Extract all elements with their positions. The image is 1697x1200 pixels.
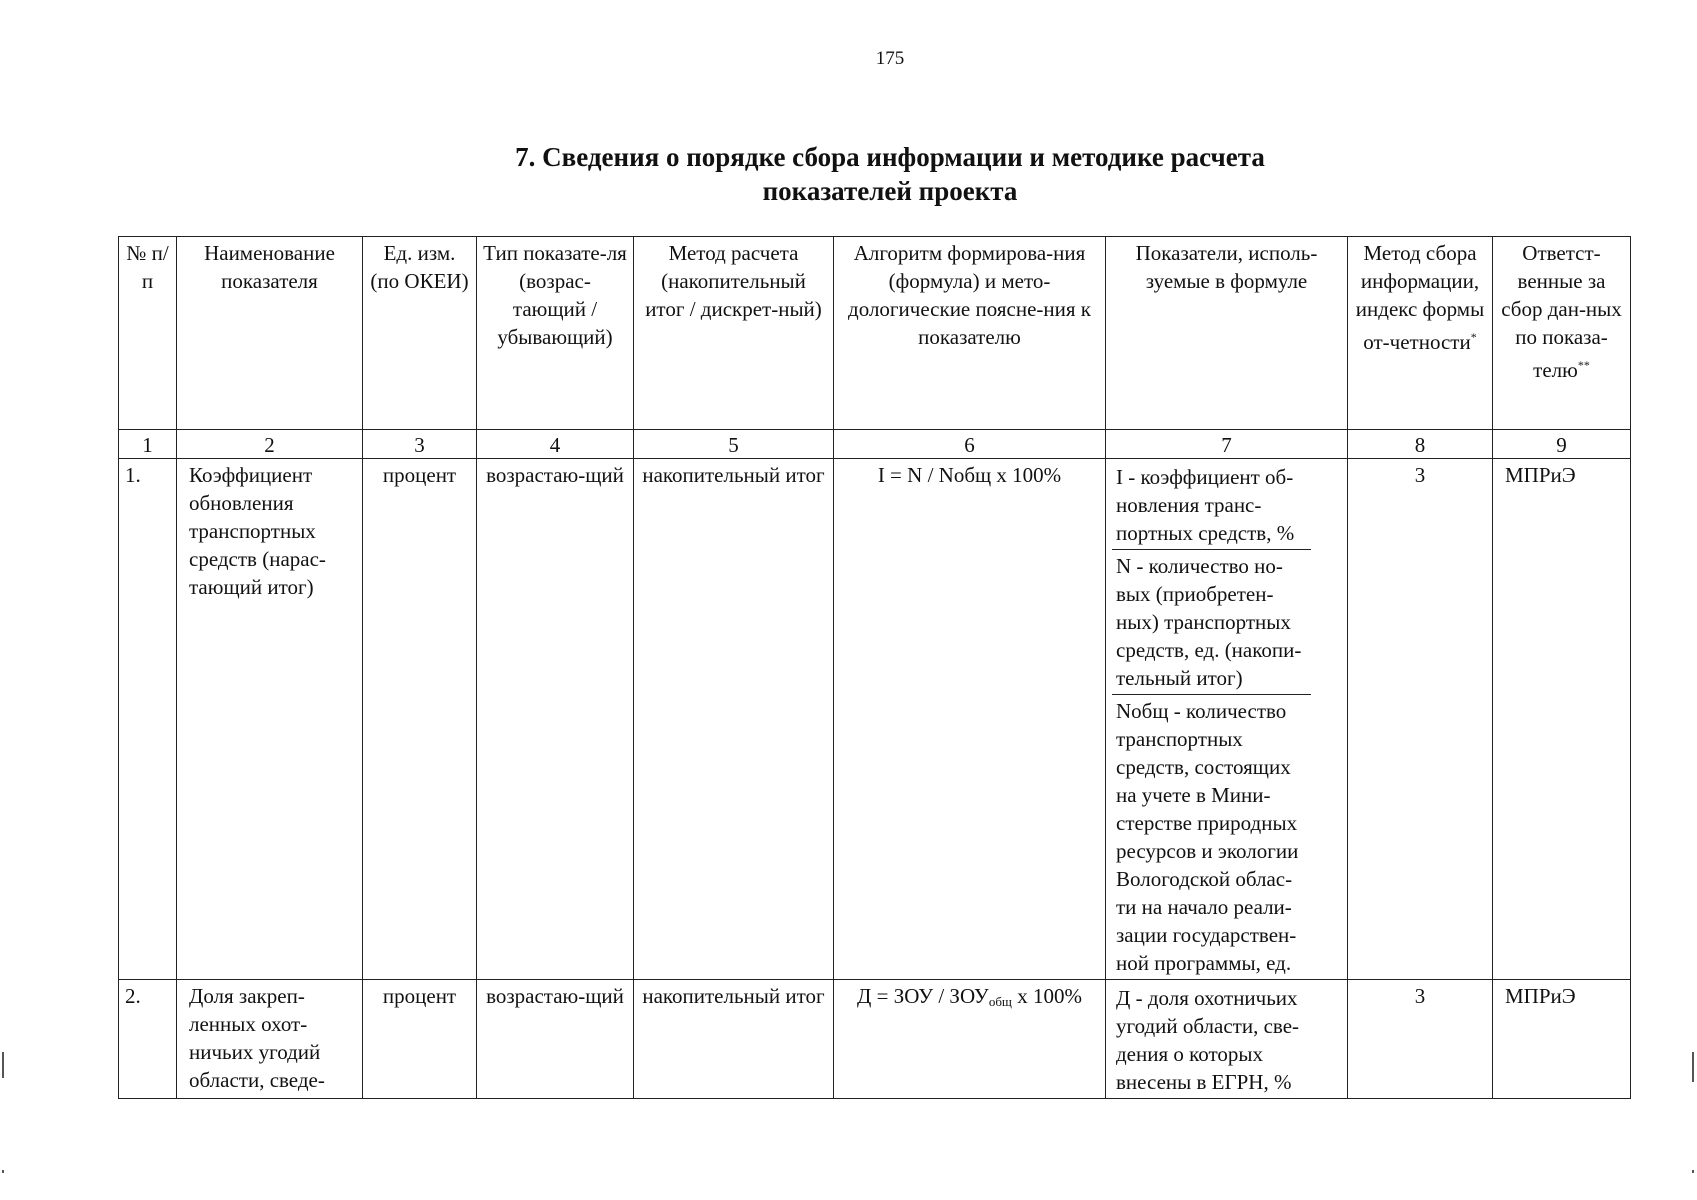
column-number: 9 [1493,430,1631,459]
collection-method: 3 [1348,980,1493,1099]
footnote-mark: * [1470,330,1477,344]
table-row [119,980,1631,1099]
page-number: 175 [875,48,905,69]
header-method: Метод расчета (накопительный итог / дискрет-ный) [634,237,834,430]
column-number: 8 [1348,430,1493,459]
header-unit: Ед. изм. (по ОКЕИ) [363,237,477,430]
header-num: № п/п [119,237,177,430]
indicator-type: возрастаю-щий [477,459,634,980]
header-resp [1493,237,1631,430]
column-number: 5 [634,430,834,459]
row-number: 2. [119,980,177,1099]
column-number: 1 [119,430,177,459]
indicator-unit: процент [363,459,477,980]
header-name: Наименование показателя [177,237,363,430]
column-number: 2 [177,430,363,459]
indicator-name: Коэффициент обновления транспортных средств (нарас-тающий итог) [177,459,363,980]
header-vars: Показатели, исполь-зуемые в формуле [1106,237,1348,430]
variable-description: Nобщ - количество транспортных средств, состоящих на учете в Мини-стерстве природных ресурсов и экологии Вологодской облас-ти на начало реали-зации государствен-ной программы, ед. [1116,699,1299,975]
formula-tail: x 100% [1011,984,1082,1008]
column-number: 6 [834,430,1106,459]
title-line-1: 7. Сведения о порядке сбора информации и методике расчета [515,142,1265,172]
header-collect-text: Метод сбора информации, индекс формы от-четности [1355,241,1485,354]
indicator-formula [834,980,1106,1099]
table-row [119,459,1631,980]
row-number: 1. [119,459,177,980]
scan-margin-mark [2,1052,4,1078]
formula-main: Д = ЗОУ / ЗОУ [857,984,989,1008]
header-resp-text: Ответст-венные за сбор дан-ных по показа-телю [1501,241,1622,382]
document-title [380,140,1400,208]
scan-margin-mark [2,1170,4,1173]
indicator-unit: процент [363,980,477,1099]
indicator-name: Доля закреп-ленных охот-ничьих угодий области, сведе- [177,980,363,1099]
scan-margin-mark [1692,1052,1694,1082]
responsible: МПРиЭ [1493,980,1631,1099]
formula-subscript: общ [988,994,1012,1009]
indicators-table [118,236,1631,1099]
indicator-formula: I = N / Nобщ x 100% [834,459,1106,980]
header-row [119,237,1631,430]
title-line-2: показателей проекта [762,176,1018,206]
indicator-method: накопительный итог [634,459,834,980]
indicator-method: накопительный итог [634,980,834,1099]
scan-margin-mark [1692,1170,1694,1173]
column-number: 3 [363,430,477,459]
column-number: 4 [477,430,634,459]
responsible: МПРиЭ [1493,459,1631,980]
variable-description: Д - доля охотничьих угодий области, све-дения о которых внесены в ЕГРН, % [1116,986,1300,1094]
footnote-mark: ** [1577,358,1590,372]
formula-variables [1106,459,1348,980]
collection-method: 3 [1348,459,1493,980]
header-collect [1348,237,1493,430]
variable-description: I - коэффициент об-новления транс-портных средств, % [1112,461,1311,550]
header-formula: Алгоритм формирова-ния (формула) и мето-дологические поясне-ния к показателю [834,237,1106,430]
header-type: Тип показате-ля (возрас-тающий / убывающий) [477,237,634,430]
column-number: 7 [1106,430,1348,459]
variable-description: N - количество но-вых (приобретен-ных) транспортных средств, ед. (накопи-тельный итог) [1112,550,1311,695]
formula-variables [1106,980,1348,1099]
column-numbers-row [119,430,1631,459]
indicator-type: возрастаю-щий [477,980,634,1099]
